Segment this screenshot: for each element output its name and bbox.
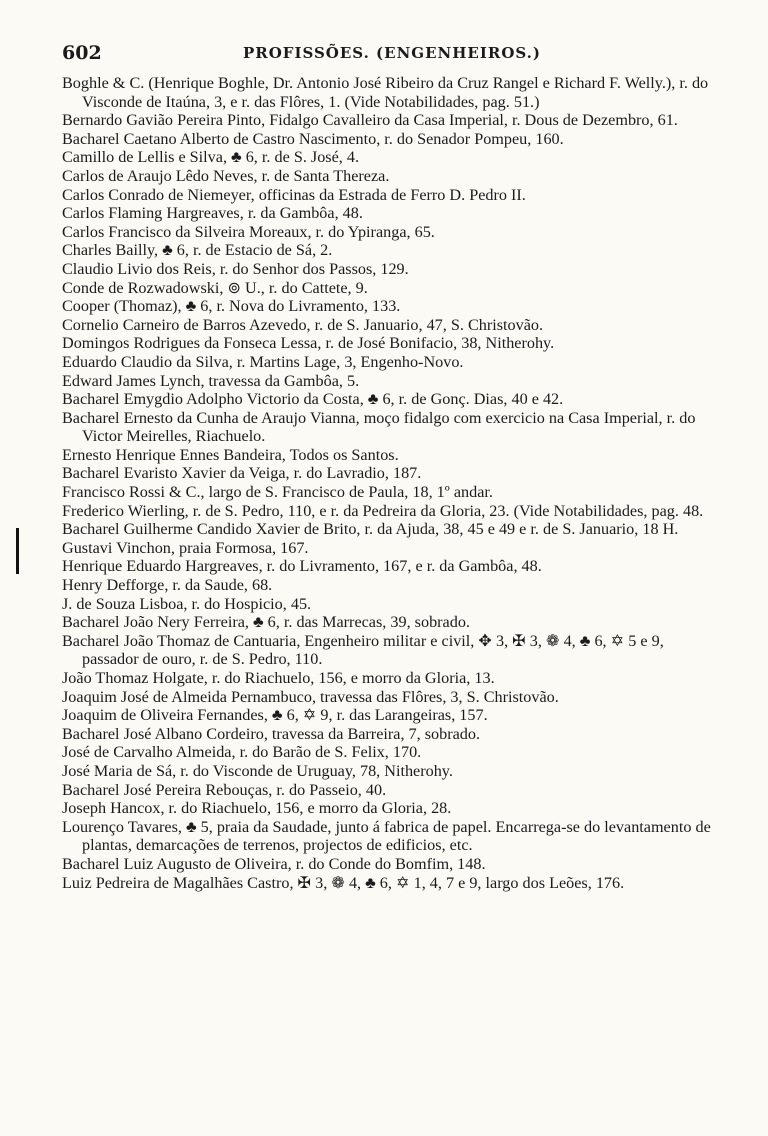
list-item: Claudio Livio dos Reis, r. do Senhor dos Passos, 129. (62, 259, 409, 278)
list-item: Joaquim José de Almeida Pernambuco, travessa das Flôres, 3, S. Christovão. (62, 687, 559, 706)
list-item: Bacharel José Pereira Rebouças, r. do Passeio, 40. (62, 780, 387, 799)
page-header (62, 42, 722, 68)
list-item: Joseph Hancox, r. do Riachuelo, 156, e morro da Gloria, 28. (62, 799, 452, 818)
list-item: Carlos de Araujo Lêdo Neves, r. de Santa Thereza. (62, 166, 390, 185)
list-item: Bacharel Luiz Augusto de Oliveira, r. do Conde do Bomfim, 148. (62, 854, 486, 873)
list-item: Bacharel Guilherme Candido Xavier de Brito, r. da Ajuda, 38, 45 e 49 e r. de S. Januario, 18 H. (62, 520, 679, 539)
list-item: Cornelio Carneiro de Barros Azevedo, r. de S. Januario, 47, S. Christovão. (62, 315, 544, 334)
list-item: Conde de Rozwadowski, ⊚ U., r. do Cattete, 9. (62, 278, 368, 297)
list-item: Camillo de Lellis e Silva, ♣ 6, r. de S. José, 4. (62, 148, 360, 167)
list-item: Carlos Francisco da Silveira Moreaux, r. do Ypiranga, 65. (62, 222, 435, 241)
list-item: Cooper (Thomaz), ♣ 6, r. Nova do Livramento, 133. (62, 297, 401, 316)
list-item: Frederico Wierling, r. de S. Pedro, 110, e r. da Pedreira da Gloria, 23. (Vide Notabilidades, pag. 48. (62, 501, 704, 520)
list-item: Bacharel Caetano Alberto de Castro Nascimento, r. do Senador Pompeu, 160. (62, 129, 564, 148)
margin-mark (16, 528, 19, 574)
list-item: Bacharel Emygdio Adolpho Victorio da Costa, ♣ 6, r. de Gonç. Dias, 40 e 42. (62, 390, 564, 409)
entry-list (62, 74, 712, 892)
list-item: Edward James Lynch, travessa da Gambôa, 5. (62, 371, 360, 390)
list-item: José Maria de Sá, r. do Visconde de Uruguay, 78, Nitherohy. (62, 761, 453, 780)
list-item: Boghle & C. (Henrique Boghle, Dr. Antonio José Ribeiro da Cruz Rangel e Richard F. Welly.), r. do Visconde de Itaúna, 3, e r. das Flôres, 1. (Vide Notabilidades, pag. 51.) (62, 74, 709, 111)
list-item: José de Carvalho Almeida, r. do Barão de S. Felix, 170. (62, 743, 422, 762)
list-item: João Thomaz Holgate, r. do Riachuelo, 156, e morro da Gloria, 13. (62, 669, 495, 687)
list-item: Luiz Pedreira de Magalhães Castro, ✠ 3, ❁ 4, ♣ 6, ✡ 1, 4, 7 e 9, largo dos Leões, 176. (62, 873, 625, 892)
list-item: Ernesto Henrique Ennes Bandeira, Todos os Santos. (62, 445, 399, 464)
list-item: Bacharel João Thomaz de Cantuaria, Engenheiro militar e civil, ✥ 3, ✠ 3, ❁ 4, ♣ 6, ✡ 5 e 9, passador de ouro, r. de S. Pedro, 110. (62, 631, 664, 669)
list-item: Henry Defforge, r. da Saude, 68. (62, 576, 273, 595)
list-item: Charles Bailly, ♣ 6, r. de Estacio de Sá, 2. (62, 241, 333, 260)
page-number: 602 (62, 42, 102, 64)
list-item: Henrique Eduardo Hargreaves, r. do Livramento, 167, e r. da Gambôa, 48. (62, 557, 542, 576)
list-item: Bacharel João Nery Ferreira, ♣ 6, r. das Marrecas, 39, sobrado. (62, 613, 470, 632)
list-item: Bernardo Gavião Pereira Pinto, Fidalgo Cavalleiro da Casa Imperial, r. Dous de Dezembro, 61. (62, 111, 678, 130)
list-item: Carlos Conrado de Niemeyer, officinas da Estrada de Ferro D. Pedro II. (62, 185, 526, 204)
list-item: Carlos Flaming Hargreaves, r. da Gambôa, 48. (62, 204, 363, 223)
list-item: Bacharel Ernesto da Cunha de Araujo Vianna, moço fidalgo com exercicio na Casa Imperial, r. do Victor Meirelles, Riachuelo. (62, 408, 696, 446)
list-item: Domingos Rodrigues da Fonseca Lessa, r. de José Bonifacio, 38, Nitherohy. (62, 334, 555, 353)
page-title: PROFISSÕES. (ENGENHEIROS.) (242, 44, 542, 62)
list-item: Joaquim de Oliveira Fernandes, ♣ 6, ✡ 9, r. das Larangeiras, 157. (62, 706, 488, 725)
list-item: Eduardo Claudio da Silva, r. Martins Lage, 3, Engenho-Novo. (62, 352, 464, 371)
list-item: Gustavi Vinchon, praia Formosa, 167. (62, 538, 309, 557)
list-item: J. de Souza Lisboa, r. do Hospicio, 45. (62, 594, 312, 613)
list-item: Bacharel José Albano Cordeiro, travessa da Barreira, 7, sobrado. (62, 724, 481, 743)
list-item: Francisco Rossi & C., largo de S. Francisco de Paula, 18, 1º andar. (62, 483, 493, 502)
list-item: Lourenço Tavares, ♣ 5, praia da Saudade, junto á fabrica de papel. Encarrega-se do levantamento de plantas, demarcações de terrenos, projectos de edificios, etc. (62, 817, 711, 855)
list-item: Bacharel Evaristo Xavier da Veiga, r. do Lavradio, 187. (62, 464, 422, 483)
